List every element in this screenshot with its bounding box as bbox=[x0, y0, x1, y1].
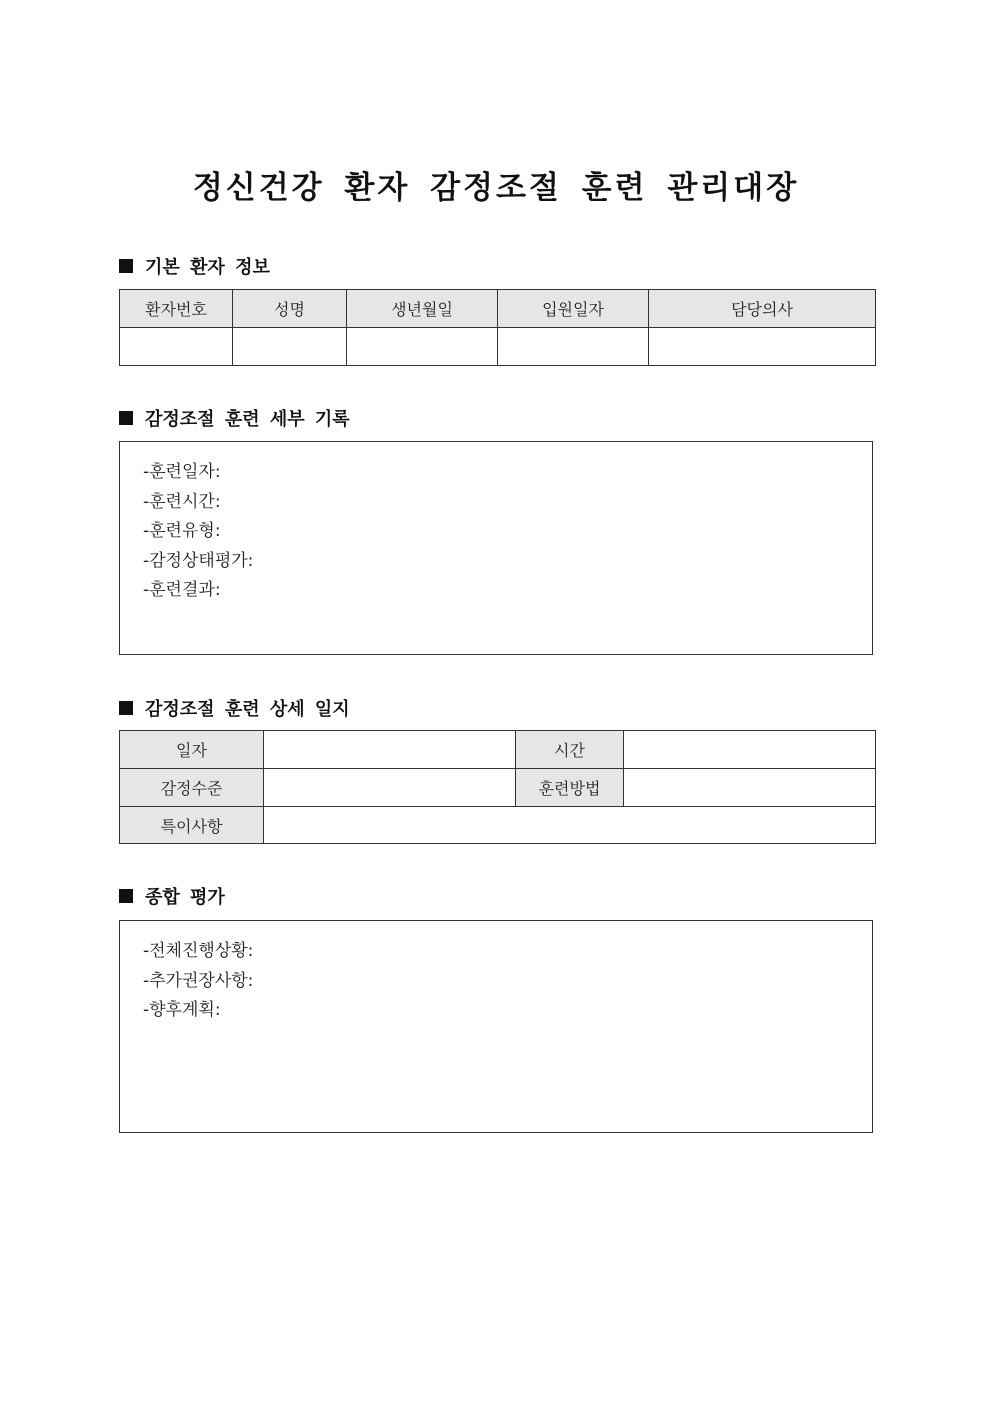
future-plan-line: -향후계획: bbox=[143, 1000, 221, 1020]
date-field[interactable] bbox=[264, 731, 516, 769]
training-result-line: -훈련결과: bbox=[143, 580, 221, 600]
section-heading-label: 종합 평가 bbox=[145, 887, 225, 908]
remarks-field[interactable] bbox=[264, 807, 876, 844]
square-bullet-icon bbox=[119, 259, 133, 273]
section-heading-label: 기본 환자 정보 bbox=[145, 257, 270, 278]
section-heading-label: 감정조절 훈련 세부 기록 bbox=[145, 409, 350, 430]
section-heading-training-record bbox=[119, 405, 350, 431]
recommendations-line: -추가권장사항: bbox=[143, 970, 254, 991]
emotion-level-field[interactable] bbox=[264, 769, 516, 807]
training-time-line: -훈련시간: bbox=[143, 491, 221, 512]
birthdate-field[interactable] bbox=[347, 328, 498, 366]
attending-doctor-field[interactable] bbox=[649, 328, 876, 366]
section-heading-label: 감정조절 훈련 상세 일지 bbox=[145, 699, 350, 720]
training-type-line: -훈련유형: bbox=[143, 521, 221, 541]
daily-log-row bbox=[120, 769, 876, 807]
daily-log-table bbox=[119, 730, 876, 844]
overall-evaluation-box[interactable] bbox=[119, 920, 873, 1133]
overall-progress-line: -전체진행상황: bbox=[143, 941, 254, 961]
name-field[interactable] bbox=[233, 328, 347, 366]
column-header-attending-doctor: 담당의사 bbox=[649, 290, 876, 328]
basic-info-entry-row bbox=[120, 328, 876, 366]
remarks-label: 특이사항 bbox=[120, 807, 264, 844]
training-record-box[interactable] bbox=[119, 441, 873, 655]
square-bullet-icon bbox=[119, 889, 133, 903]
time-field[interactable] bbox=[624, 731, 876, 769]
square-bullet-icon bbox=[119, 701, 133, 715]
column-header-name: 성명 bbox=[233, 290, 347, 328]
section-heading-basic-info bbox=[119, 253, 270, 279]
basic-info-table bbox=[119, 289, 876, 366]
daily-log-row bbox=[120, 731, 876, 769]
method-label: 훈련방법 bbox=[516, 769, 624, 807]
emotion-assessment-line: -감정상태평가: bbox=[143, 550, 254, 571]
section-heading-overall bbox=[119, 883, 225, 909]
basic-info-header-row bbox=[120, 290, 876, 328]
column-header-admission-date: 입원일자 bbox=[498, 290, 649, 328]
admission-date-field[interactable] bbox=[498, 328, 649, 366]
daily-log-row bbox=[120, 807, 876, 844]
page-title: 정신건강 환자 감정조절 훈련 관리대장 bbox=[192, 170, 800, 206]
square-bullet-icon bbox=[119, 411, 133, 425]
date-label: 일자 bbox=[120, 731, 264, 769]
emotion-level-label: 감정수준 bbox=[120, 769, 264, 807]
training-date-line: -훈련일자: bbox=[143, 462, 221, 482]
method-field[interactable] bbox=[624, 769, 876, 807]
column-header-birthdate: 생년월일 bbox=[347, 290, 498, 328]
column-header-patient-number: 환자번호 bbox=[120, 290, 233, 328]
patient-number-field[interactable] bbox=[120, 328, 233, 366]
section-heading-daily-log bbox=[119, 695, 350, 721]
time-label: 시간 bbox=[516, 731, 624, 769]
